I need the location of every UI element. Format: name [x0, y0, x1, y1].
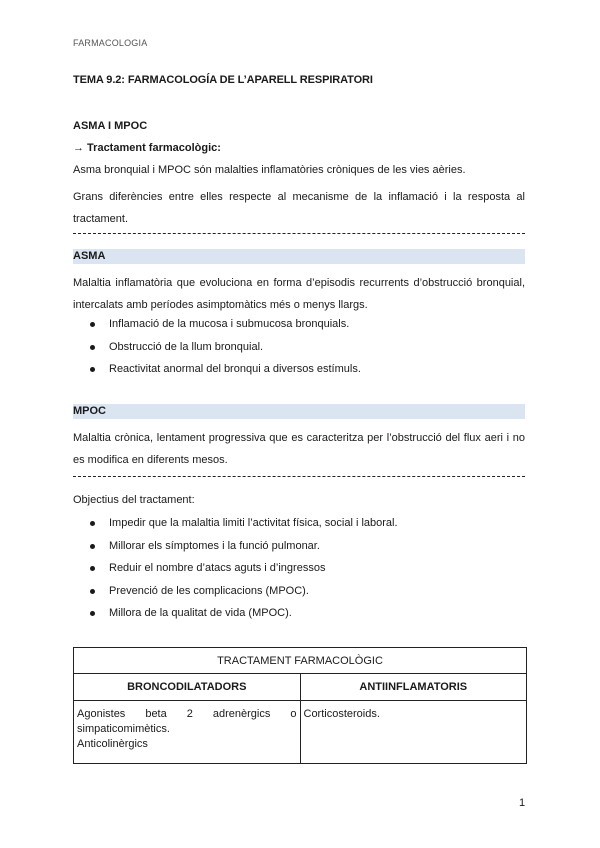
- dashed-divider: [73, 233, 525, 234]
- list-item: Millorar els símptomes i la funció pulmonar.: [73, 540, 525, 563]
- bullet-icon: [90, 589, 95, 594]
- cell-line: Agonistes beta 2 adrenèrgics o simpaticomimètics.: [77, 708, 297, 735]
- table-cell-antiinflamatoris: [300, 701, 527, 764]
- cell-line: Corticosteroids.: [303, 708, 380, 720]
- bullet-icon: [90, 566, 95, 571]
- asma-paragraph: Malaltia inflamatòria que evoluciona en forma d’episodis recurrents d’obstrucció bronquial, intercalats amb períodes asimptomàtics més o menys llargs.: [73, 277, 525, 311]
- intro-line-1: Asma bronquial i MPOC són malalties inflamatòries cròniques de les vies aèries.: [73, 164, 466, 176]
- bullet-icon: [90, 521, 95, 526]
- bullet-icon: [90, 544, 95, 549]
- treatment-table: [73, 647, 527, 764]
- list-item: Prevenció de les complicacions (MPOC).: [73, 585, 525, 608]
- table-cell-broncodilatadors: [74, 701, 301, 764]
- bullet-icon: [90, 345, 95, 350]
- asma-heading: ASMA: [73, 250, 106, 262]
- list-item: Millora de la qualitat de vida (MPOC).: [73, 607, 525, 630]
- subheading-tractament: → Tractament farmacològic:: [73, 142, 221, 154]
- list-item: Reduir el nombre d’atacs aguts i d’ingressos: [73, 562, 525, 585]
- asma-heading-band: [73, 249, 525, 264]
- bullet-icon: [90, 322, 95, 327]
- mpoc-heading-band: [73, 404, 525, 419]
- list-item: Impedir que la malaltia limiti l’activitat física, social i laboral.: [73, 517, 525, 540]
- mpoc-paragraph: Malaltia crònica, lentament progressiva que es caracteritza per l’obstrucció del flux aeri i no es modifica en diferents mesos.: [73, 432, 525, 466]
- table-title: TRACTAMENT FARMACOLÒGIC: [74, 648, 527, 674]
- objectius-bullet-list: [73, 517, 525, 630]
- asma-bullet-list: [73, 318, 525, 386]
- bullet-icon: [90, 367, 95, 372]
- cell-line: Anticolinèrgics: [77, 738, 148, 750]
- page-number: 1: [519, 797, 526, 809]
- dashed-divider: [73, 476, 525, 477]
- list-item: Obstrucció de la llum bronquial.: [73, 341, 525, 364]
- list-item: Inflamació de la mucosa i submucosa bronquials.: [73, 318, 525, 341]
- bullet-icon: [90, 611, 95, 616]
- page-title: TEMA 9.2: FARMACOLOGÍA DE L’APARELL RESPIRATORI: [73, 74, 373, 86]
- table-header-broncodilatadors: BRONCODILATADORS: [74, 674, 301, 701]
- table-header-antiinflamatoris: ANTIINFLAMATORIS: [300, 674, 527, 701]
- section-heading-asma-mpoc: ASMA I MPOC: [73, 120, 148, 132]
- running-header: FARMACOLOGIA: [73, 38, 148, 48]
- list-item: Reactivitat anormal del bronqui a diversos estímuls.: [73, 363, 525, 386]
- objectius-heading: Objectius del tractament:: [73, 494, 195, 506]
- intro-line-2: Grans diferències entre elles respecte al mecanisme de la inflamació i la resposta al tractament.: [73, 191, 525, 225]
- mpoc-heading: MPOC: [73, 405, 106, 417]
